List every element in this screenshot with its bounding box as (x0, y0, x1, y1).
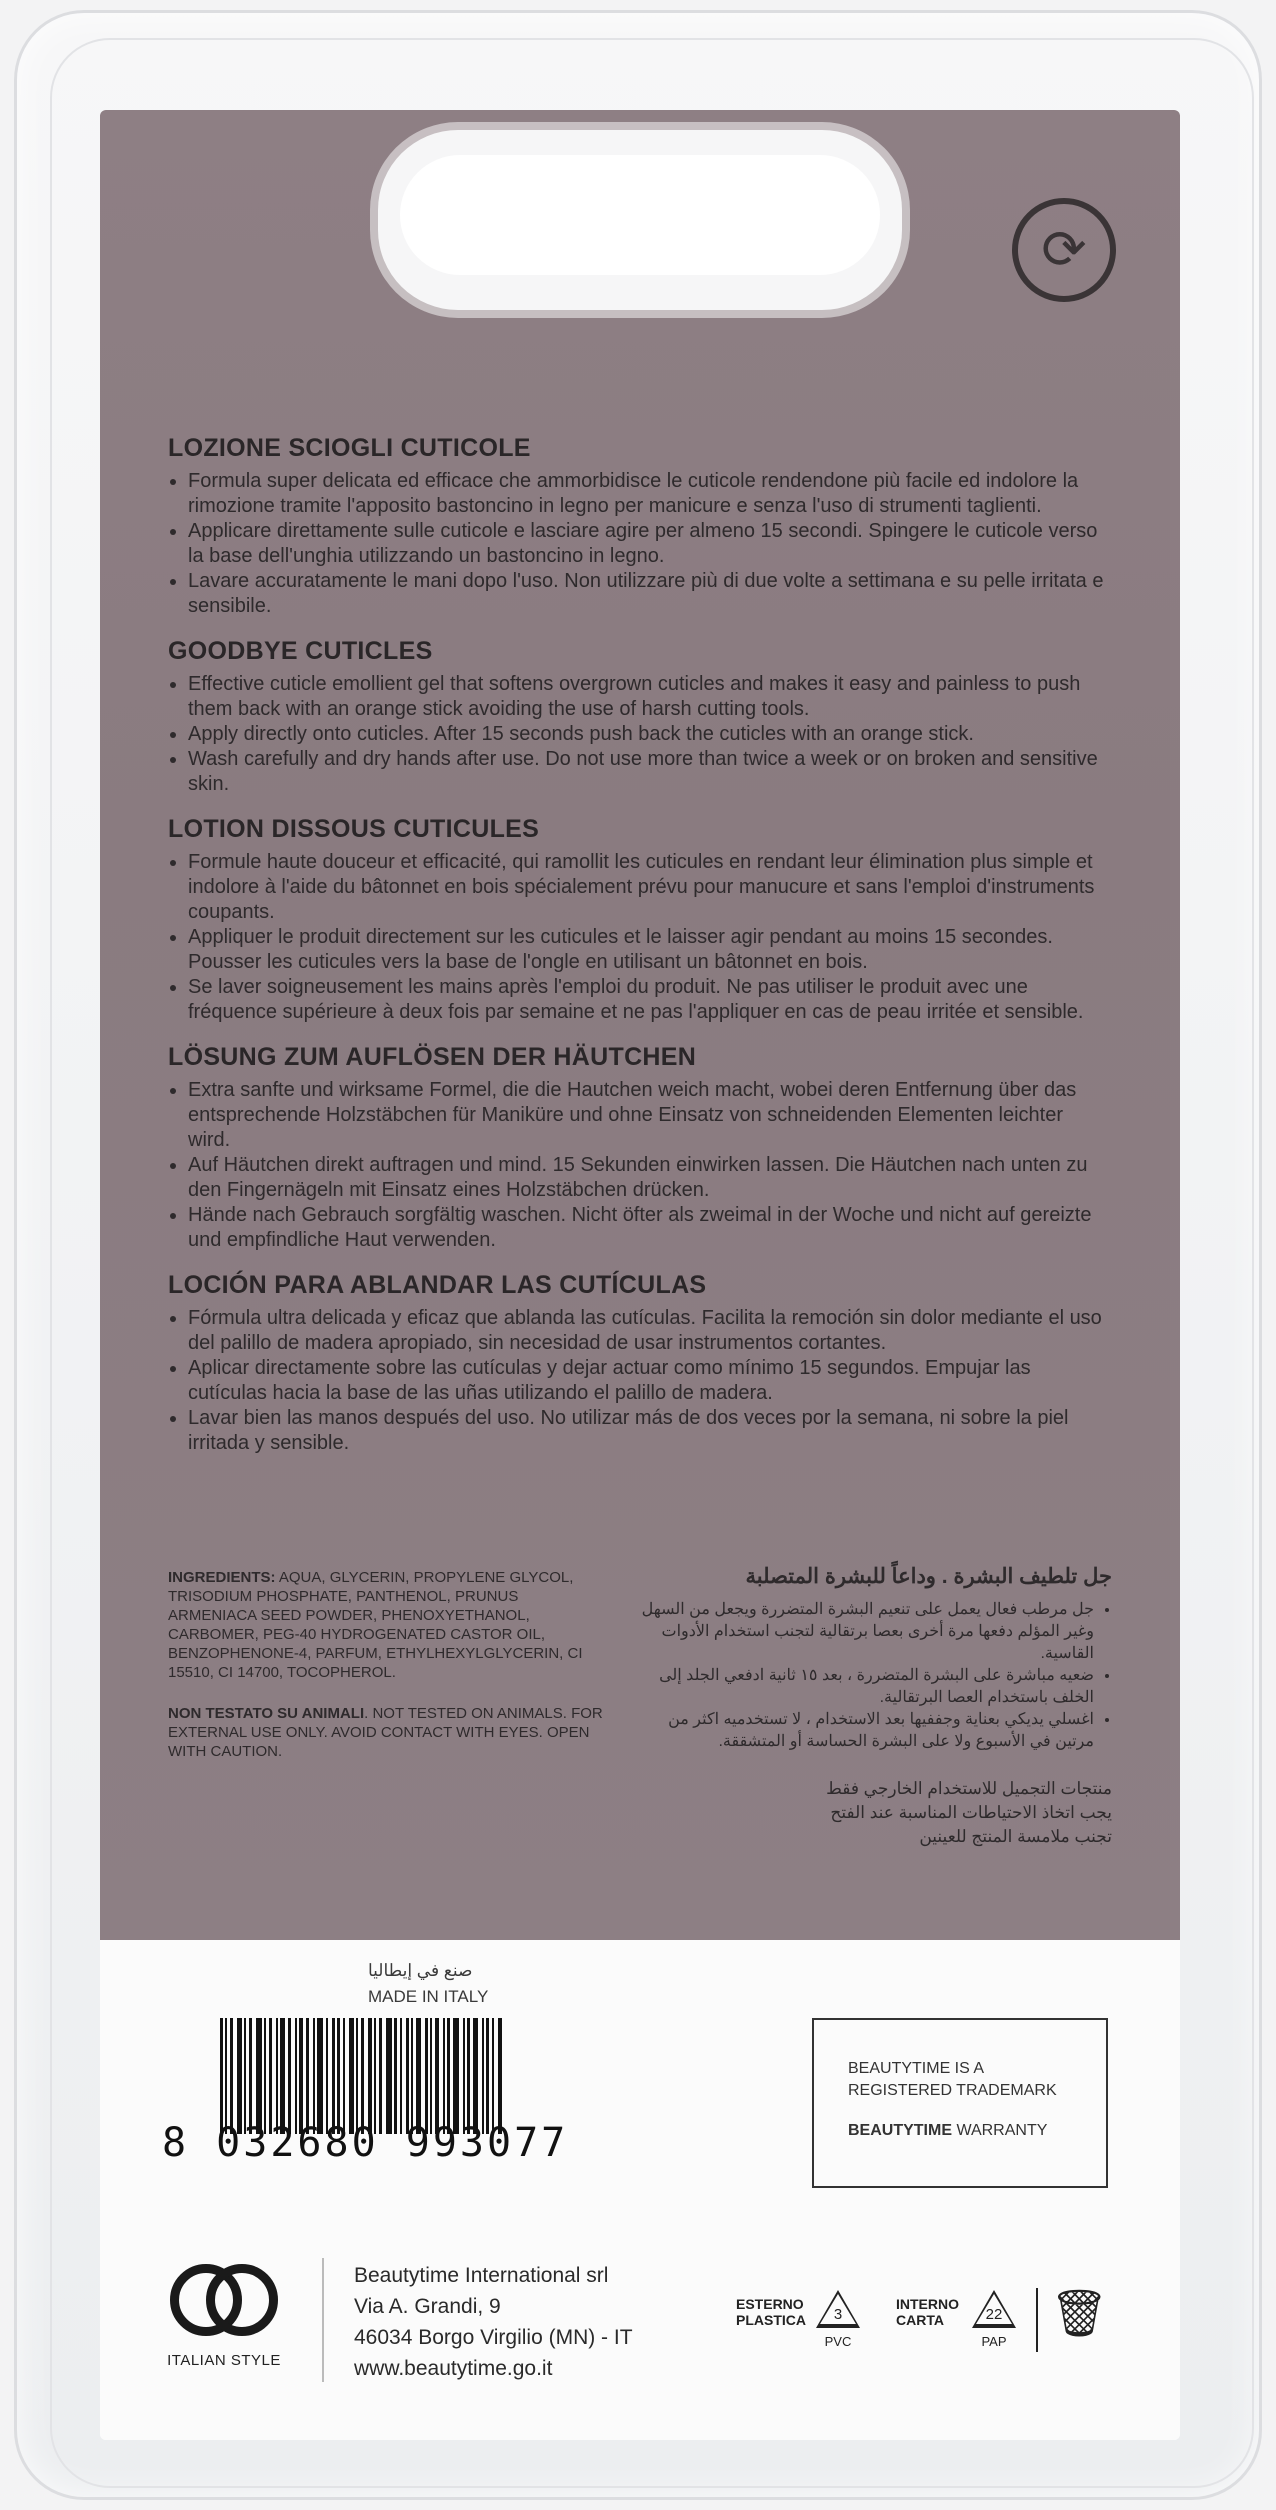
barcode-bar (411, 2018, 413, 2134)
barcode-bar (317, 2018, 323, 2134)
barcode-bar (295, 2018, 297, 2134)
barcode-bar (249, 2018, 252, 2134)
barcode-bar (430, 2018, 432, 2134)
trademark-line2: REGISTERED TRADEMARK (848, 2082, 1057, 2099)
address-street: Via A. Grandi, 9 (354, 2295, 501, 2318)
list-item: • Auf Häutchen direkt auftragen und mind. 15 Sekunden einwirken lassen. Die Häutchen nach unten zu den Fingernägeln mit Einsatz eines Holzstäbchen drücken. (188, 1153, 1108, 1203)
recycling-marks (736, 2282, 1176, 2372)
company-name: Beautytime International srl (354, 2264, 609, 2287)
pap-label: PAP (981, 2334, 1007, 2349)
arabic-warning: يجب اتخاذ الاحتياطات المناسبة عند الفتح (830, 1803, 1112, 1822)
section-french (168, 815, 1108, 1025)
barcode-bar (394, 2018, 397, 2134)
ingredients-label: INGREDIENTS: (168, 1569, 276, 1586)
barcode-bar (486, 2018, 489, 2134)
section-spanish (168, 1271, 1108, 1456)
barcode-bar (453, 2018, 459, 2134)
barcode-bar (386, 2018, 392, 2134)
warranty-brand: BEAUTYTIME (848, 2122, 952, 2139)
section-title: LOZIONE SCIOGLI CUTICOLE (168, 434, 531, 462)
arabic-warning: تجنب ملامسة المنتج للعينين (919, 1827, 1112, 1846)
list-item: • ضعيه مباشرة على البشرة المتضررة ، بعد ١٥ ثانية ادفعي الجلد إلى الخلف باستخدام العصا البرتقالية. (640, 1665, 1094, 1709)
barcode-bar (332, 2018, 335, 2134)
barcode-bar (299, 2018, 303, 2134)
section-title: LOTION DISSOUS CUTICULES (168, 815, 540, 843)
barcode-bars (220, 2018, 630, 2134)
list-item: • Appliquer le produit directement sur les cuticules et le laisser agir pendant au moins 15 secondes. Pousser les cuticules vers la base de l'ongle en utilisant un bâtonnet en bois. (188, 925, 1108, 975)
list-item: • جل مرطب فعال يعمل على تنعيم البشرة المتضررة ويجعل من السهل وغير المؤلم دفعها مرة أخرى بعصا برتقالية لتجنب استخدام الأدوات القاسية. (640, 1599, 1094, 1665)
list-item: • Applicare direttamente sulle cuticole e lasciare agire per almeno 15 secondi. Spingere le cuticole verso la base dell'unghia utilizzando un bastoncino in legno. (188, 519, 1108, 569)
barcode-bar (356, 2018, 358, 2134)
barcode-bar (225, 2018, 227, 2134)
barcode-bar (220, 2018, 223, 2134)
list-item: • اغسلي يديكي بعناية وجففيها بعد الاستخدام ، لا تستخدميه اكثر من مرتين في الأسبوع ولا على البشرة الحساسة أو المتشققة. (640, 1709, 1094, 1753)
barcode-bar (313, 2018, 315, 2134)
made-in-latin: MADE IN ITALY (368, 1987, 489, 2006)
barcode-bar (237, 2018, 242, 2134)
barcode-bar (343, 2018, 345, 2134)
logo-caption: ITALIAN STYLE (167, 2352, 281, 2369)
divider (1036, 2288, 1038, 2352)
address-city: 46034 Borgo Virgilio (MN) - IT (354, 2326, 633, 2349)
arabic-block (640, 1564, 1112, 1849)
arabic-warning: منتجات التجميل للاستخدام الخارجي فقط (826, 1779, 1112, 1798)
barcode-bar (326, 2018, 328, 2134)
section-italian (168, 434, 1108, 619)
made-in (368, 1958, 488, 2010)
barcode-bar (443, 2018, 445, 2134)
green-dot-icon: ⟳ (1012, 198, 1116, 302)
barcode-digits: 8 032680 993077 (162, 2120, 569, 2166)
ingredients-block (168, 1568, 608, 1783)
barcode-bar (425, 2018, 428, 2134)
section-english (168, 637, 1108, 797)
barcode-bar (368, 2018, 372, 2134)
pvc-label: PVC (824, 2334, 852, 2349)
barcode-bar (269, 2018, 272, 2134)
hang-hole-inner (400, 155, 880, 275)
list-item: • Wash carefully and dry hands after use. Do not use more than twice a week or on broken and sensitive skin. (188, 747, 1108, 797)
barcode-bar (447, 2018, 450, 2134)
double-g-logo-icon (168, 2260, 280, 2344)
barcode-bar (288, 2018, 291, 2134)
divider (322, 2258, 324, 2382)
barcode-bar (467, 2018, 470, 2134)
esterno-label: ESTERNO PLASTICA (736, 2296, 806, 2328)
barcode-bar (230, 2018, 233, 2134)
made-in-arabic: صنع في إيطاليا (368, 1961, 473, 1980)
list-item: • Extra sanfte und wirksame Formel, die die Hautchen weich macht, wobei deren Entfernung über das entsprechende Holzstäbchen für Maniküre und ohne Einsatz von schneidenden Elementen leichter wird. (188, 1078, 1108, 1153)
list-item: • Lavare accuratamente le mani dopo l'uso. Non utilizzare più di due volte a settimana e su pelle irritata e sensibile. (188, 569, 1108, 619)
barcode (162, 2018, 682, 2178)
barcode-bar (492, 2018, 494, 2134)
company-website: www.beautytime.go.it (354, 2357, 553, 2380)
barcode-bar (280, 2018, 285, 2134)
list-item: • Formula super delicata ed efficace che ammorbidisce le cuticole rendendone più facile ed indolore la rimozione tramite l'apposito bastoncino in legno per manicure e senza l'uso di strumenti taglienti. (188, 469, 1108, 519)
company-address (354, 2260, 633, 2384)
pvc-code: 3 (833, 2306, 843, 2323)
barcode-bar (361, 2018, 364, 2134)
barcode-bar (374, 2018, 376, 2134)
arabic-title: جل تلطيف البشرة . وداعاً للبشرة المتصلبة (745, 1565, 1112, 1588)
list-item: • Se laver soigneusement les mains après l'emploi du produit. Ne pas utiliser le produit avec une fréquence supérieure à deux fois par semaine et ne pas l'appliquer en cas de peau irritée et sensible. (188, 975, 1108, 1025)
list-item: • Hände nach Gebrauch sorgfältig waschen. Nicht öfter als zweimal in der Woche und nicht auf gereizte und empfindliche Haut verwenden. (188, 1203, 1108, 1253)
barcode-bar (400, 2018, 402, 2134)
list-item: • Effective cuticle emollient gel that softens overgrown cuticles and makes it easy and painless to push them back with an orange stick avoiding the use of harsh cutting tools. (188, 672, 1108, 722)
barcode-bar (379, 2018, 382, 2134)
section-title: LOCIÓN PARA ABLANDAR LAS CUTÍCULAS (168, 1271, 707, 1299)
barcode-bar (337, 2018, 340, 2134)
interno-label: INTERNO CARTA (896, 2296, 959, 2328)
trademark-line1: BEAUTYTIME IS A (848, 2060, 985, 2077)
ingredients-text: AQUA, GLYCERIN, PROPYLENE GLYCOL, TRISODIUM PHOSPHATE, PANTHENOL, PRUNUS ARMENIACA SEED POWDER, PHENOXYETHANOL, CARBOMER, PEG-40 HYDROGENATED CASTOR OIL, BENZOPHENONE-4, PARFUM, ETHYLHEXYLGLYCERIN, CI 15510, CI 14700, TOCOPHEROL. (168, 1569, 583, 1681)
barcode-bar (406, 2018, 409, 2134)
barcode-bar (276, 2018, 278, 2134)
brand-logo (164, 2260, 284, 2369)
section-german (168, 1043, 1108, 1253)
list-item: • Lavar bien las manos después del uso. No utilizar más de dos veces por la semana, ni sobre la piel irritada y sensible. (188, 1406, 1108, 1456)
product-card (100, 110, 1180, 2440)
barcode-bar (482, 2018, 484, 2134)
barcode-bar (244, 2018, 246, 2134)
barcode-bar (416, 2018, 421, 2134)
list-item: • Aplicar directamente sobre las cutículas y dejar actuar como mínimo 15 segundos. Empujar las cutículas hacia la base de las uñas utilizando el palillo de madera. (188, 1356, 1108, 1406)
barcode-bar (256, 2018, 262, 2134)
barcode-bar (463, 2018, 465, 2134)
instructions-text (168, 434, 1108, 1474)
list-item: • Formule haute douceur et efficacité, qui ramollit les cuticules en rendant leur élimination plus simple et indolore à l'aide du bâtonnet en bois spécialement prévu pour manucure et sans l'emploi d'instruments coupants. (188, 850, 1108, 925)
trash-bin-icon: 🗑 (1050, 2287, 1109, 2339)
barcode-bar (498, 2018, 502, 2134)
section-title: LÖSUNG ZUM AUFLÖSEN DER HÄUTCHEN (168, 1043, 697, 1071)
warnings-text: . NOT TESTED ON ANIMALS. FOR EXTERNAL USE ONLY. AVOID CONTACT WITH EYES. OPEN WITH CAUTION. (168, 1705, 603, 1760)
barcode-bar (473, 2018, 478, 2134)
trademark-box (812, 2018, 1108, 2188)
pap-code: 22 (985, 2306, 1003, 2323)
barcode-bar (435, 2018, 439, 2134)
not-tested-label: NON TESTATO SU ANIMALI (168, 1705, 365, 1722)
barcode-bar (349, 2018, 354, 2134)
warranty-label: WARRANTY (952, 2122, 1048, 2139)
instructions-panel (100, 110, 1180, 1940)
section-title: GOODBYE CUTICLES (168, 637, 433, 665)
barcode-bar (306, 2018, 309, 2134)
list-item: • Fórmula ultra delicada y eficaz que ablanda las cutículas. Facilita la remoción sin dolor mediante el uso del palillo de madera apropiado, sin necesidad de usar instrumentos cortantes. (188, 1306, 1108, 1356)
barcode-bar (264, 2018, 266, 2134)
list-item: • Apply directly onto cuticles. After 15 seconds push back the cuticles with an orange stick. (188, 722, 1108, 747)
